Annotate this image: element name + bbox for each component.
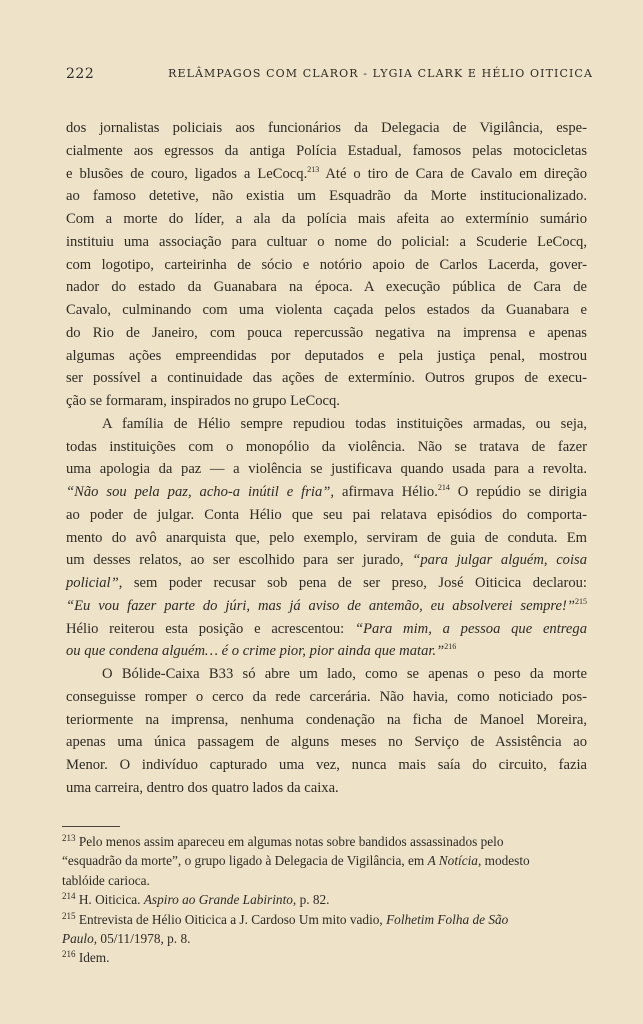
footnotes [62,832,590,968]
body-line: uma apologia da paz — a violência se justificava quando usada para a revolta. [66,461,587,478]
body-line: cialmente aos egressos da antiga Polícia Estadual, famosos pelas motocicletas [66,142,587,159]
body-line: Menor. O indivíduo capturado uma vez, nunca mais saía do circuito, fazia [66,757,587,773]
footnote-separator [62,826,120,827]
body-line: ção se formaram, inspirados no grupo LeCocq. [66,393,340,409]
body-line: instituiu uma associação para cultuar o nome do policial: a Scuderie LeCocq, [66,233,587,250]
text-run: O repúdio se dirigia [449,484,587,500]
body-line: nador do estado da Guanabara na época. A execução pública de Cara de [66,279,587,296]
footnote-215 [62,910,590,929]
footnote-ref-215[interactable]: 215 [575,596,587,606]
footnote-number: 215 [62,910,76,921]
body-line: ao poder de julgar. Conta Hélio que seu pai relatava episódios do comporta- [66,506,587,523]
footnote-text: Idem. [75,950,110,966]
running-head: RELÂMPAGOS COM CLAROR - LYGIA CLARK E HÉLIO OITICICA [168,67,593,80]
body-line: Com a morte do líder, a ala da polícia mais afeita ao extermínio sumário [66,211,587,227]
text-run: afirmava Hélio. [334,484,438,500]
footnote-214 [62,890,590,909]
italic-quote: “Não sou pela paz, acho-a inútil e fria”, [66,484,335,500]
body-line: conseguisse romper o cerco da rede carcerária. Não havia, como noticiado pos- [66,688,587,705]
text-run: Até o tiro de Cara de Cavalo em direção [319,165,587,182]
body-line: algumas ações empreendidas por deputados e pela justiça penal, mostrou [66,347,587,364]
footnote-italic: A Notícia [427,853,478,869]
page-header [66,66,593,86]
body-line [66,163,587,186]
body-line [66,640,587,663]
footnote-italic: Aspiro ao Grande Labirinto [143,892,293,908]
footnote-ref-213[interactable]: 213 [307,164,320,174]
body-line: Cavalo, culminando com uma violenta caçada pelos estados da Guanabara e [66,302,587,318]
footnote-216 [62,948,590,967]
footnote-number: 214 [62,891,76,902]
body-line: mento do avô anarquista que, pelo exemplo, serviram de guia de conduta. Em [66,529,587,546]
footnote-number: 213 [62,833,76,843]
body-line: todas instituições com o monopólio da violência. Não se tratava de fazer [66,438,587,455]
body-line [66,595,587,618]
footnote-213-cont [62,851,590,870]
body-line [66,618,587,641]
body-line: uma carreira, dentro dos quatro lados da caixa. [66,779,339,796]
body-line: apenas uma única passagem de alguns meses no Serviço de Assistência ao [66,734,587,751]
text-run: , sem poder recusar sob pena de ser preso, José Oiticica declarou: [118,575,587,591]
footnote-text: , modesto [477,853,530,869]
body-line: O Bólide-Caixa B33 só abre um lado, como se apenas o peso da morte [102,666,587,682]
footnote-213 [62,832,590,851]
italic-quote: “Eu vou fazer parte do júri, mas já aviso de antemão, eu absolverei sempre!” [66,597,575,614]
footnote-text: “esquadrão da morte”, o grupo ligado à Delegacia de Vigilância, em [62,853,428,869]
body-line: A família de Hélio sempre repudiou todas instituições armadas, ou seja, [102,415,587,432]
page-number: 222 [66,66,95,82]
italic-quote: ou que condena alguém… é o crime pior, pior ainda que matar.” [66,643,445,660]
body-line: do Rio de Janeiro, com pouca repercussão negativa na imprensa e apenas [66,324,587,341]
footnote-italic: Folhetim Folha de São [386,911,509,927]
text-run: e blusões de couro, ligados a LeCocq. [66,165,308,182]
footnote-text: , 05/11/1978, p. 8. [93,930,191,946]
footnote-215-cont [62,929,590,948]
body-line: dos jornalistas policiais aos funcionários da Delegacia de Vigilância, espe- [66,120,587,136]
footnote-213-cont: tablóide carioca. [62,872,150,888]
footnote-italic: Paulo [62,930,94,946]
footnote-text: Entrevista de Hélio Oiticica a J. Cardoso Um mito vadio, [75,911,387,927]
footnote-text: , p. 82. [292,892,330,908]
text-run: um desses relatos, ao ser escolhido para ser jurado, [66,552,413,569]
body-text [66,117,587,800]
footnote-number: 216 [62,949,76,960]
text-run: Hélio reiterou esta posição e acrescentou: [66,620,355,637]
footnote-ref-216[interactable]: 216 [444,642,457,652]
body-line: teriormente na imprensa, nenhuma condenação na ficha de Manoel Moreira, [66,711,587,728]
italic-quote: “Para mim, a pessoa que entrega [355,620,587,637]
italic-quote: policial” [66,575,119,591]
body-line: ser possível a continuidade das ações de extermínio. Outros grupos de execu- [66,370,587,387]
footnote-ref-214[interactable]: 214 [437,483,450,492]
body-line: ao famoso detetive, não existia um Esquadrão da Morte institucionalizado. [66,188,587,205]
footnote-text: H. Oiticica. [75,892,144,908]
body-line: com logotipo, carteirinha de sócio e notório apoio de Carlos Lacerda, gover- [66,256,587,273]
italic-quote: “para julgar alguém, coisa [412,552,587,569]
body-line [66,549,587,572]
body-line [66,572,587,595]
footnote-text: Pelo menos assim apareceu em algumas notas sobre bandidos assassinados pelo [75,834,504,849]
body-line [66,481,587,504]
